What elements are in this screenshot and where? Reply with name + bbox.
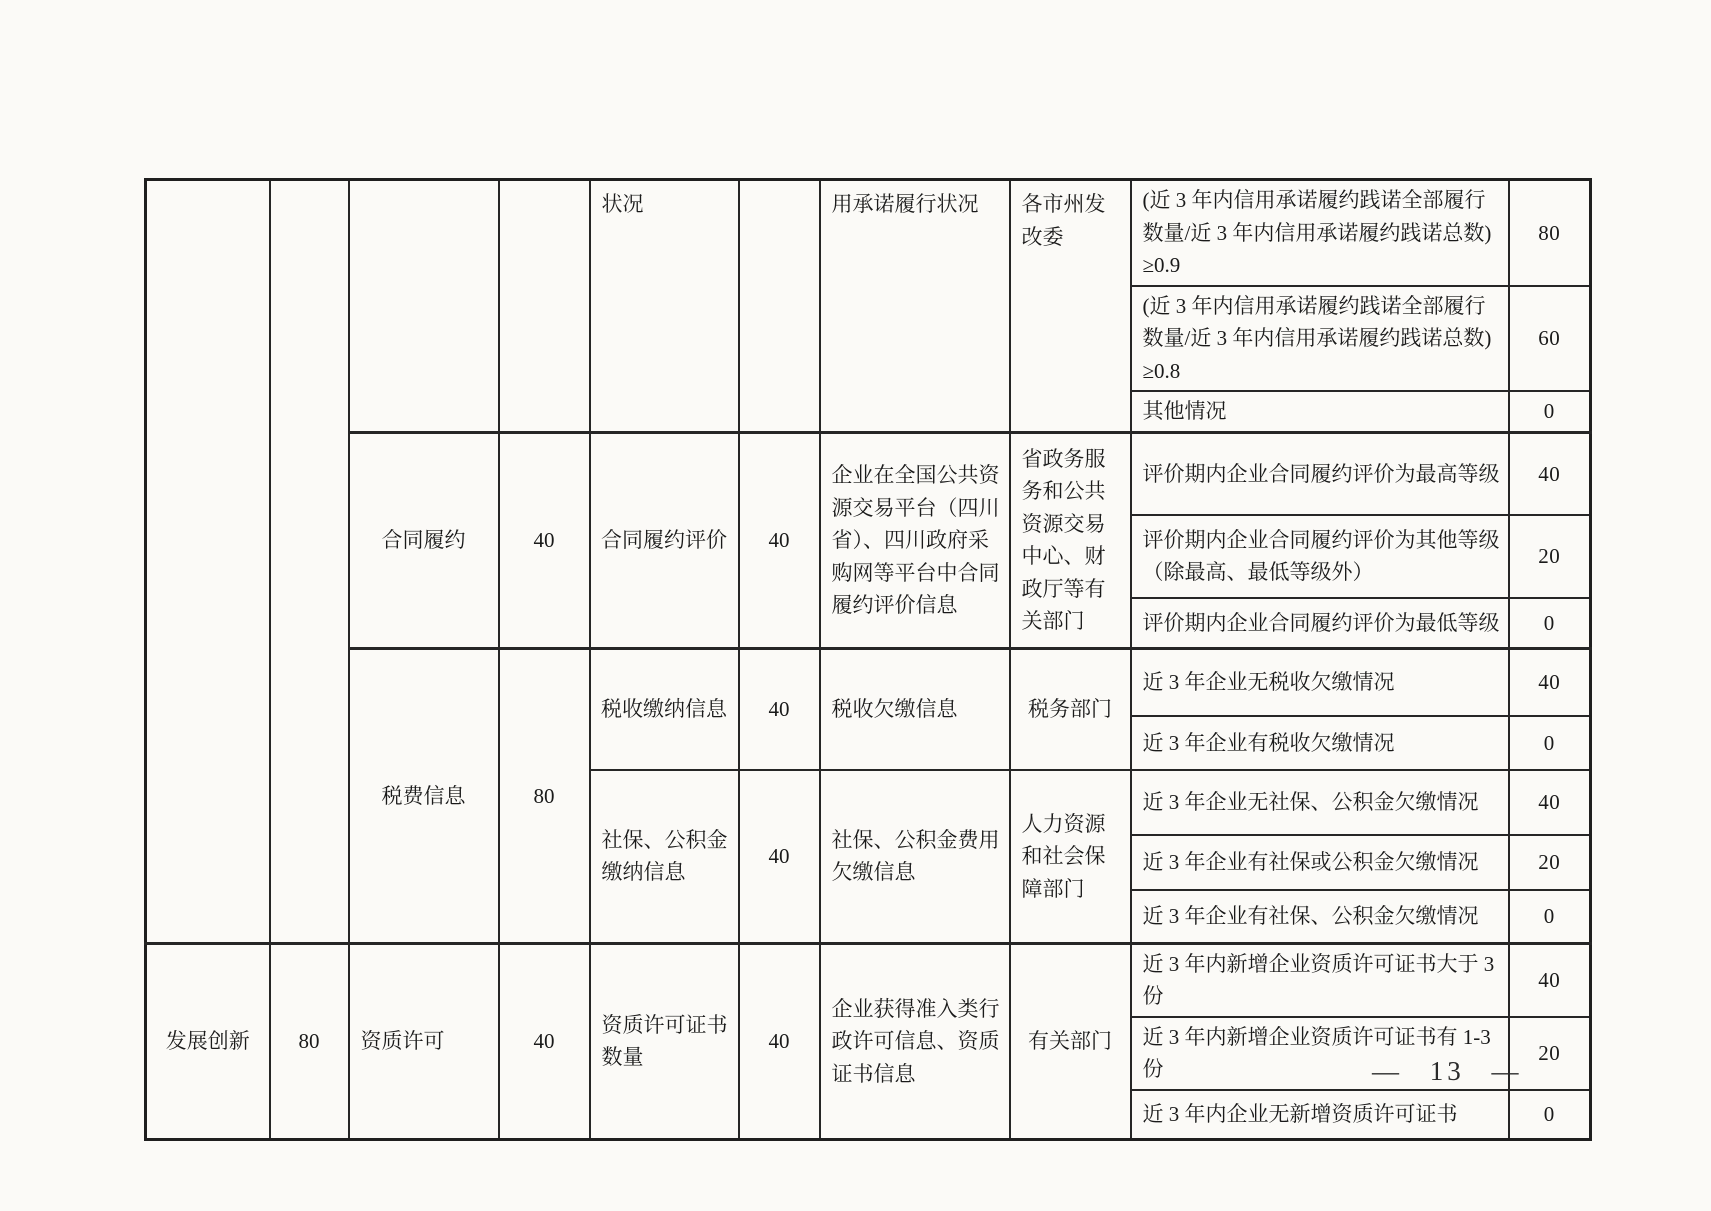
- cell-l3-score: 40: [739, 432, 820, 648]
- cell-l2-indicator: 资质许可: [349, 943, 499, 1139]
- page-number: — 13 —: [1372, 1056, 1523, 1086]
- cell-criteria: (近 3 年内信用承诺履约践诺全部履行数量/近 3 年内信用承诺履约践诺总数)≥0.8: [1131, 286, 1509, 392]
- cell-l1-indicator-empty: [146, 180, 270, 944]
- cell-indicator-desc: 税收欠缴信息: [820, 648, 1010, 770]
- cell-l2-score: 40: [499, 432, 590, 648]
- cell-criteria: 评价期内企业合同履约评价为最低等级: [1131, 598, 1509, 649]
- cell-l2-score-empty: [499, 180, 590, 433]
- cell-l3-score: 40: [739, 943, 820, 1139]
- cell-score: 40: [1509, 943, 1591, 1017]
- cell-score: 20: [1509, 515, 1591, 598]
- cell-score: 0: [1509, 716, 1591, 770]
- evaluation-criteria-table: [144, 178, 1592, 1141]
- cell-l2-score: 40: [499, 943, 590, 1139]
- cell-data-source: 人力资源和社会保障部门: [1010, 770, 1131, 944]
- cell-l2-indicator-empty: [349, 180, 499, 433]
- cell-l2-indicator: 税费信息: [349, 648, 499, 943]
- cell-criteria: 近 3 年企业有税收欠缴情况: [1131, 716, 1509, 770]
- cell-l1-indicator: 发展创新: [146, 943, 270, 1139]
- cell-data-source: 有关部门: [1010, 943, 1131, 1139]
- cell-score: 0: [1509, 391, 1591, 432]
- cell-l3-score-empty: [739, 180, 820, 433]
- cell-data-source: 税务部门: [1010, 648, 1131, 770]
- cell-score: 40: [1509, 648, 1591, 716]
- cell-l3-score: 40: [739, 648, 820, 770]
- cell-l1-score-empty: [270, 180, 349, 944]
- cell-criteria: 评价期内企业合同履约评价为其他等级（除最高、最低等级外）: [1131, 515, 1509, 598]
- cell-score: 40: [1509, 432, 1591, 515]
- cell-criteria: 近 3 年企业有社保或公积金欠缴情况: [1131, 835, 1509, 890]
- cell-criteria: 近 3 年内新增企业资质许可证书有 1-3 份: [1131, 1017, 1509, 1090]
- cell-indicator-desc: 社保、公积金费用欠缴信息: [820, 770, 1010, 944]
- cell-l3-indicator: 税收缴纳信息: [590, 648, 739, 770]
- cell-score: 20: [1509, 1017, 1591, 1090]
- cell-l3-indicator: 资质许可证书数量: [590, 943, 739, 1139]
- cell-l2-score: 80: [499, 648, 590, 943]
- cell-indicator-desc: 企业在全国公共资源交易平台（四川省）、四川政府采购网等平台中合同履约评价信息: [820, 432, 1010, 648]
- cell-indicator-desc: 企业获得准入类行政许可信息、资质证书信息: [820, 943, 1010, 1139]
- cell-criteria: 近 3 年内企业无新增资质许可证书: [1131, 1090, 1509, 1140]
- cell-l1-score: 80: [270, 943, 349, 1139]
- cell-score: 40: [1509, 770, 1591, 835]
- cell-criteria: 近 3 年企业无税收欠缴情况: [1131, 648, 1509, 716]
- cell-data-source: 各市州发改委: [1010, 180, 1131, 433]
- cell-indicator-desc: 用承诺履行状况: [820, 180, 1010, 433]
- cell-criteria: 近 3 年企业有社保、公积金欠缴情况: [1131, 890, 1509, 944]
- cell-score: 0: [1509, 598, 1591, 649]
- cell-criteria: 近 3 年企业无社保、公积金欠缴情况: [1131, 770, 1509, 835]
- cell-l3-indicator: 社保、公积金缴纳信息: [590, 770, 739, 944]
- cell-l3-indicator: 状况: [590, 180, 739, 433]
- cell-data-source: 省政务服务和公共资源交易中心、财政厅等有关部门: [1010, 432, 1131, 648]
- cell-criteria: 近 3 年内新增企业资质许可证书大于 3 份: [1131, 943, 1509, 1017]
- cell-l3-indicator: 合同履约评价: [590, 432, 739, 648]
- cell-score: 0: [1509, 1090, 1591, 1140]
- cell-criteria: 评价期内企业合同履约评价为最高等级: [1131, 432, 1509, 515]
- cell-l2-indicator: 合同履约: [349, 432, 499, 648]
- cell-criteria: (近 3 年内信用承诺履约践诺全部履行数量/近 3 年内信用承诺履约践诺总数)≥0.9: [1131, 180, 1509, 286]
- cell-score: 20: [1509, 835, 1591, 890]
- cell-l3-score: 40: [739, 770, 820, 944]
- cell-criteria: 其他情况: [1131, 391, 1509, 432]
- cell-score: 80: [1509, 180, 1591, 286]
- cell-score: 0: [1509, 890, 1591, 944]
- cell-score: 60: [1509, 286, 1591, 392]
